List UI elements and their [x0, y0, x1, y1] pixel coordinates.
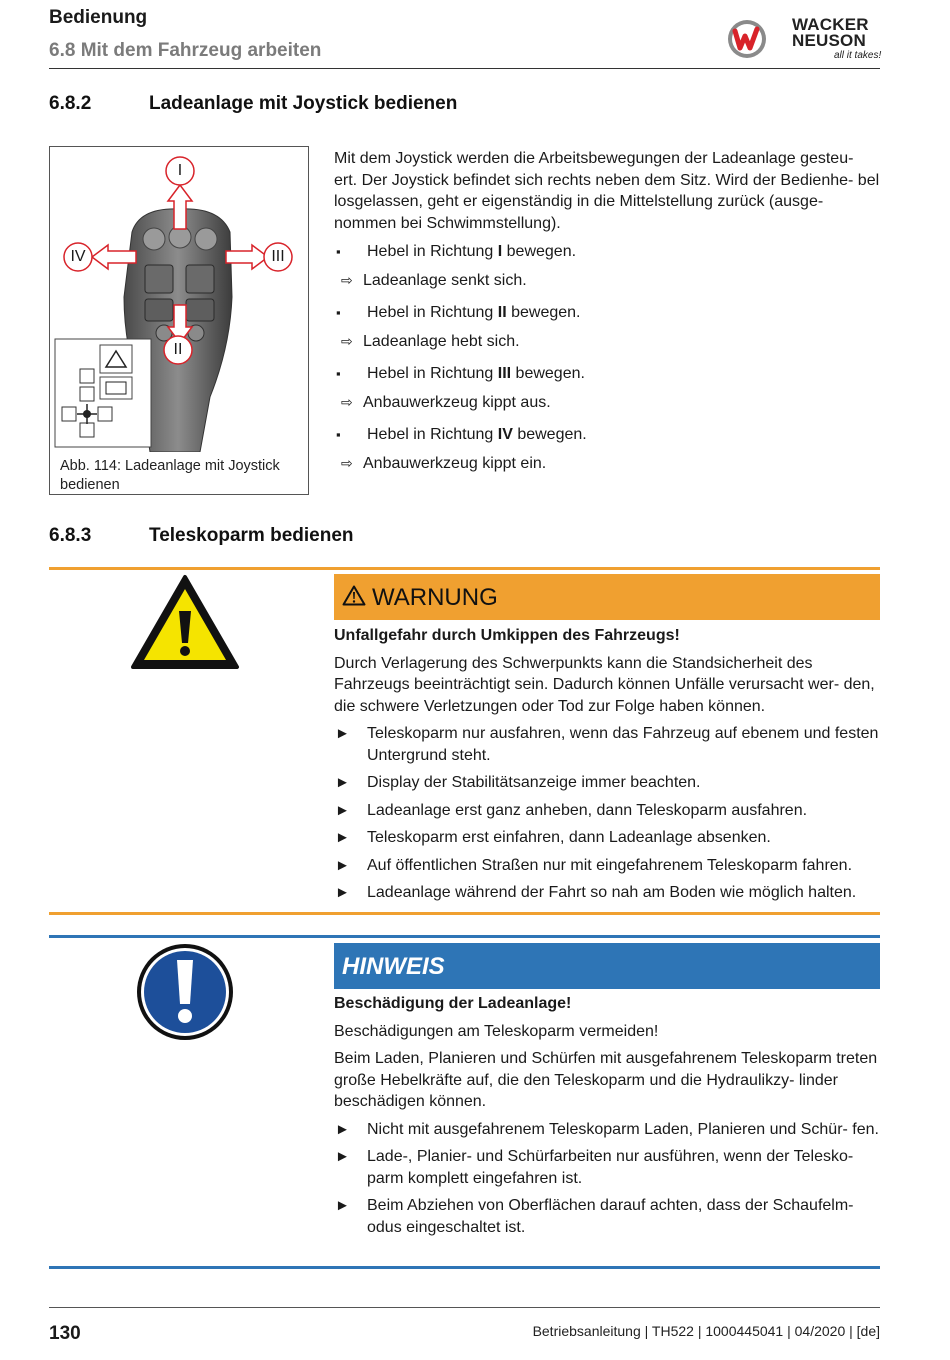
notice-actions — [334, 1119, 880, 1239]
figure-caption: Abb. 114: Ladeanlage mit Joystick bedienen — [60, 458, 280, 493]
warning-action: ► Display der Stabilitätsanzeige immer beachten. — [334, 772, 880, 794]
wacker-neuson-logo — [726, 14, 882, 64]
step-direction: IV — [497, 426, 513, 443]
step-text: Hebel in Richtung — [367, 304, 498, 321]
notice-action: ► Nicht mit ausgefahrenem Teleskoparm Laden, Planieren und Schür- fen. — [334, 1119, 880, 1141]
notice-text-2: Beim Laden, Planieren und Schürfen mit ausgefahrenem Teleskoparm treten große Hebelkräfte auf, die den Teleskoparm und die Hydraulikzy- linder beschädigen können. — [334, 1050, 878, 1110]
logo-line-1: WACKER — [792, 15, 869, 34]
notice-bottom-rule — [49, 1266, 880, 1269]
action-arrow-icon: ► — [335, 884, 350, 901]
section-heading-text: Teleskoparm bedienen — [149, 525, 354, 546]
notice-banner — [334, 943, 880, 989]
notice-content — [334, 993, 880, 1238]
notice-signal-word: HINWEIS — [342, 953, 445, 980]
result-arrow-icon: ⇨ — [341, 394, 353, 410]
step-result: Anbauwerkzeug kippt aus. — [363, 394, 551, 411]
step-direction: II — [497, 304, 507, 321]
action-arrow-icon: ► — [335, 829, 350, 846]
step-text-end: bewegen. — [511, 365, 585, 382]
logo-tagline: all it takes! — [834, 50, 882, 61]
warning-content — [334, 625, 880, 904]
step-direction: III — [497, 365, 512, 382]
result-arrow-icon: ⇨ — [341, 455, 353, 471]
result-arrow-icon: ⇨ — [341, 272, 353, 288]
direction-label-i: I — [177, 162, 183, 179]
w-logo-icon — [726, 18, 768, 60]
warning-signal-word: WARNUNG — [372, 584, 498, 611]
section-number: 6.8.2 — [49, 93, 92, 114]
warning-banner — [334, 574, 880, 620]
step-text: Hebel in Richtung — [367, 365, 498, 382]
step-text-end: bewegen. — [512, 426, 587, 443]
section-heading-6-8-2 — [49, 93, 457, 115]
warning-action: ► Ladeanlage während der Fahrt so nah am Boden wie möglich halten. — [334, 882, 880, 904]
notice-top-rule — [49, 935, 880, 938]
step-bullet: ▪ — [336, 244, 341, 259]
step-text: Hebel in Richtung — [367, 426, 498, 443]
action-arrow-icon: ► — [335, 774, 350, 791]
warning-actions — [334, 723, 880, 904]
warning-action: ► Teleskoparm nur ausfahren, wenn das Fahrzeug auf ebenem und festen Untergrund steht. — [335, 725, 879, 764]
page-number: 130 — [49, 1323, 81, 1344]
warning-triangle-icon — [129, 573, 241, 671]
step-bullet: ▪ — [336, 366, 341, 381]
logo-line-2: NEUSON — [792, 31, 866, 50]
section-number: 6.8.3 — [49, 525, 92, 546]
direction-label-iv: IV — [70, 248, 86, 265]
document-info: Betriebsanleitung | TH522 | 1000445041 | 04/2020 | [de] — [532, 1323, 880, 1339]
joystick-intro: Mit dem Joystick werden die Arbeitsbewegungen der Ladeanlage gesteu- ert. Der Joystick befindet sich rechts neben dem Sitz. Wird der Bedienhe- bel losgelassen, geht er eigenständig in die Mittelstellung zurück (ausge- nommen bei Schwimmstellung). — [334, 150, 880, 232]
action-arrow-icon: ► — [335, 1148, 350, 1165]
section-title: 6.8 Mit dem Fahrzeug arbeiten — [49, 40, 322, 61]
step-text-end: bewegen. — [502, 243, 577, 260]
step-text: Hebel in Richtung — [367, 243, 498, 260]
action-arrow-icon: ► — [335, 1120, 350, 1138]
warning-top-rule — [49, 567, 880, 570]
direction-label-ii: II — [173, 341, 183, 358]
warning-headline: Unfallgefahr durch Umkippen des Fahrzeugs! — [334, 627, 680, 644]
section-heading-6-8-3 — [49, 525, 354, 547]
step-direction-ii — [334, 304, 880, 365]
chapter-title: Bedienung — [49, 7, 148, 28]
step-direction-iv — [334, 426, 880, 487]
notice-text-1: Beschädigungen am Teleskoparm vermeiden! — [334, 1022, 659, 1040]
result-arrow-icon: ⇨ — [341, 333, 353, 349]
joystick-illustration — [50, 147, 308, 452]
joystick-steps — [334, 243, 880, 487]
step-direction-i — [334, 243, 880, 304]
warning-action: ► Teleskoparm erst einfahren, dann Ladeanlage absenken. — [334, 827, 880, 849]
warning-text: Durch Verlagerung des Schwerpunkts kann die Standsicherheit des Fahrzeugs beeinträchtigt sein. Dadurch können Unfälle verursacht wer- den, die schwere Verletzungen oder Tod zur Folge haben können. — [334, 654, 875, 715]
section-heading-text: Ladeanlage mit Joystick bedienen — [149, 93, 458, 114]
action-arrow-icon: ► — [335, 1197, 350, 1214]
step-result: Ladeanlage hebt sich. — [363, 333, 520, 350]
action-arrow-icon: ► — [335, 725, 350, 742]
step-direction-iii — [334, 365, 880, 426]
step-result: Anbauwerkzeug kippt ein. — [363, 455, 547, 472]
notice-action: ► Lade-, Planier- und Schürfarbeiten nur ausführen, wenn der Telesko- parm komplett eingefahren ist. — [335, 1148, 854, 1187]
footer-divider — [49, 1307, 880, 1308]
notice-headline: Beschädigung der Ladeanlage! — [334, 995, 572, 1012]
warning-action: ► Ladeanlage erst ganz anheben, dann Teleskoparm ausfahren. — [334, 800, 880, 822]
warning-action: ► Auf öffentlichen Straßen nur mit eingefahrenem Teleskoparm fahren. — [334, 855, 880, 877]
warning-small-icon — [342, 585, 366, 606]
step-direction: I — [497, 243, 503, 260]
step-bullet: ▪ — [336, 427, 341, 442]
notice-exclamation-icon — [135, 942, 235, 1042]
header-divider — [49, 68, 880, 69]
action-arrow-icon: ► — [335, 856, 350, 874]
step-text-end: bewegen. — [506, 304, 581, 321]
step-result: Ladeanlage senkt sich. — [363, 272, 527, 289]
direction-label-iii: III — [271, 248, 285, 265]
action-arrow-icon: ► — [335, 801, 350, 819]
warning-bottom-rule — [49, 912, 880, 915]
joystick-figure — [49, 146, 309, 495]
notice-action: ► Beim Abziehen von Oberflächen darauf achten, dass der Schaufelm- odus eingeschaltet ist. — [335, 1197, 854, 1236]
step-bullet: ▪ — [336, 305, 341, 320]
